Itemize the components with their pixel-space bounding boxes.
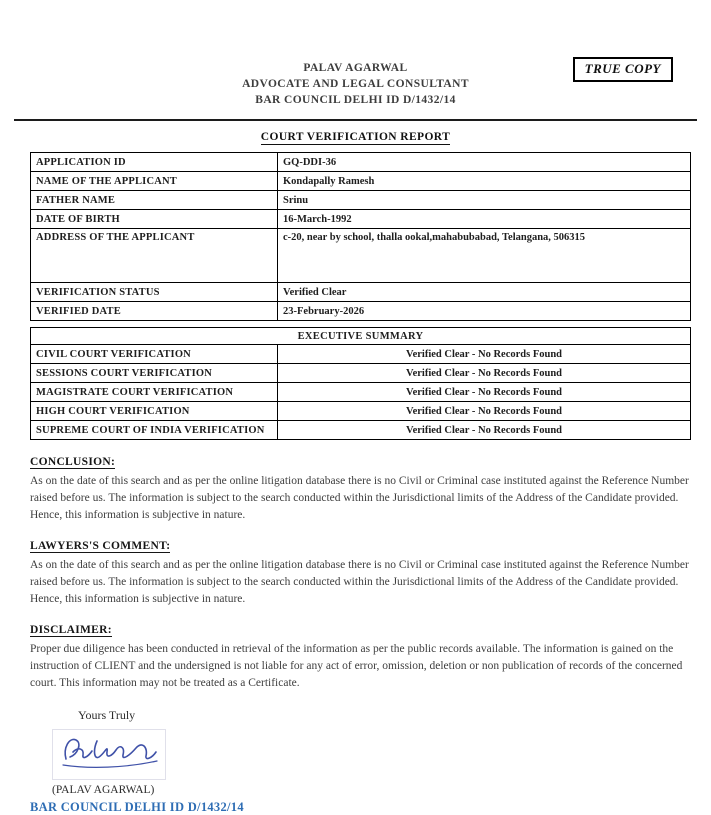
disclaimer-text: Proper due diligence has been conducted in retrieval of the information as per the public records available. The information is gained on the instruction of CLIENT and the undersigned is not liable for any act of error, omission, deletion or non publication of records of the concerned court. This information may not be treated as a Certificate. bbox=[30, 643, 683, 689]
field-value: 23-February-2026 bbox=[278, 302, 691, 321]
table-row bbox=[31, 283, 691, 302]
table-row bbox=[31, 172, 691, 191]
court-result: Verified Clear - No Records Found bbox=[278, 345, 691, 364]
executive-summary-table bbox=[30, 327, 691, 440]
letterhead-title: ADVOCATE AND LEGAL CONSULTANT bbox=[242, 78, 469, 90]
summary-header-row bbox=[31, 328, 691, 345]
field-value: Kondapally Ramesh bbox=[278, 172, 691, 191]
signature-ink bbox=[57, 732, 161, 772]
header-divider bbox=[14, 119, 697, 121]
field-label: NAME OF THE APPLICANT bbox=[31, 172, 278, 191]
court-result: Verified Clear - No Records Found bbox=[278, 421, 691, 440]
lawyers-comment-section bbox=[30, 536, 690, 608]
report-title-row bbox=[0, 127, 711, 145]
field-label: ADDRESS OF THE APPLICANT bbox=[31, 229, 278, 283]
table-row bbox=[31, 153, 691, 172]
table-row-address bbox=[31, 229, 691, 283]
table-row bbox=[31, 210, 691, 229]
table-row bbox=[31, 421, 691, 440]
lawyers-comment-heading: LAWYERS'S COMMENT: bbox=[30, 540, 171, 552]
disclaimer-heading: DISCLAIMER: bbox=[30, 624, 112, 636]
signature-image bbox=[52, 729, 166, 780]
disclaimer-section bbox=[30, 620, 690, 692]
field-value: c-20, near by school, thalla ookal,mahabubabad, Telangana, 506315 bbox=[278, 229, 691, 283]
table-row bbox=[31, 364, 691, 383]
table-row bbox=[31, 402, 691, 421]
court-label: HIGH COURT VERIFICATION bbox=[31, 402, 278, 421]
court-label: MAGISTRATE COURT VERIFICATION bbox=[31, 383, 278, 402]
field-value: Srinu bbox=[278, 191, 691, 210]
court-label: SUPREME COURT OF INDIA VERIFICATION bbox=[31, 421, 278, 440]
closing-text: Yours Truly bbox=[78, 708, 136, 722]
field-value: 16-March-1992 bbox=[278, 210, 691, 229]
field-label: VERIFICATION STATUS bbox=[31, 283, 278, 302]
signer-name: (PALAV AGARWAL) bbox=[52, 784, 155, 796]
field-value: GQ-DDI-36 bbox=[278, 153, 691, 172]
conclusion-text: As on the date of this search and as per the online litigation database there is no Civil or Criminal case instituted against the Reference Number raised before us. The information is subject to the search conducted within the Jurisdictional limits of the Address of the Candidate provided. Hence, this information is subjective in nature. bbox=[30, 475, 689, 521]
letterhead bbox=[0, 0, 711, 108]
lawyers-comment-text: As on the date of this search and as per the online litigation database there is no Civil or Criminal case instituted against the Reference Number raised before us. The information is subject to the search conducted within the Jurisdictional limits of the Address of the Candidate provided. Hence, this information is subjective in nature. bbox=[30, 559, 689, 605]
court-result: Verified Clear - No Records Found bbox=[278, 402, 691, 421]
court-label: SESSIONS COURT VERIFICATION bbox=[31, 364, 278, 383]
field-value: Verified Clear bbox=[278, 283, 691, 302]
conclusion-heading: CONCLUSION: bbox=[30, 456, 116, 468]
table-row bbox=[31, 345, 691, 364]
table-row bbox=[31, 302, 691, 321]
court-result: Verified Clear - No Records Found bbox=[278, 383, 691, 402]
field-label: APPLICATION ID bbox=[31, 153, 278, 172]
conclusion-section bbox=[30, 452, 690, 524]
footer-bar-id: BAR COUNCIL DELHI ID D/1432/14 bbox=[30, 800, 244, 814]
field-label: VERIFIED DATE bbox=[31, 302, 278, 321]
letterhead-name: PALAV AGARWAL bbox=[303, 62, 408, 74]
true-copy-stamp: TRUE COPY bbox=[573, 57, 673, 82]
field-label: FATHER NAME bbox=[31, 191, 278, 210]
table-row bbox=[31, 191, 691, 210]
letterhead-bar-id: BAR COUNCIL DELHI ID D/1432/14 bbox=[255, 94, 456, 106]
field-label: DATE OF BIRTH bbox=[31, 210, 278, 229]
report-title: COURT VERIFICATION REPORT bbox=[260, 131, 451, 143]
court-label: CIVIL COURT VERIFICATION bbox=[31, 345, 278, 364]
court-result: Verified Clear - No Records Found bbox=[278, 364, 691, 383]
summary-title: EXECUTIVE SUMMARY bbox=[31, 328, 691, 345]
table-row bbox=[31, 383, 691, 402]
applicant-info-table bbox=[30, 152, 691, 321]
